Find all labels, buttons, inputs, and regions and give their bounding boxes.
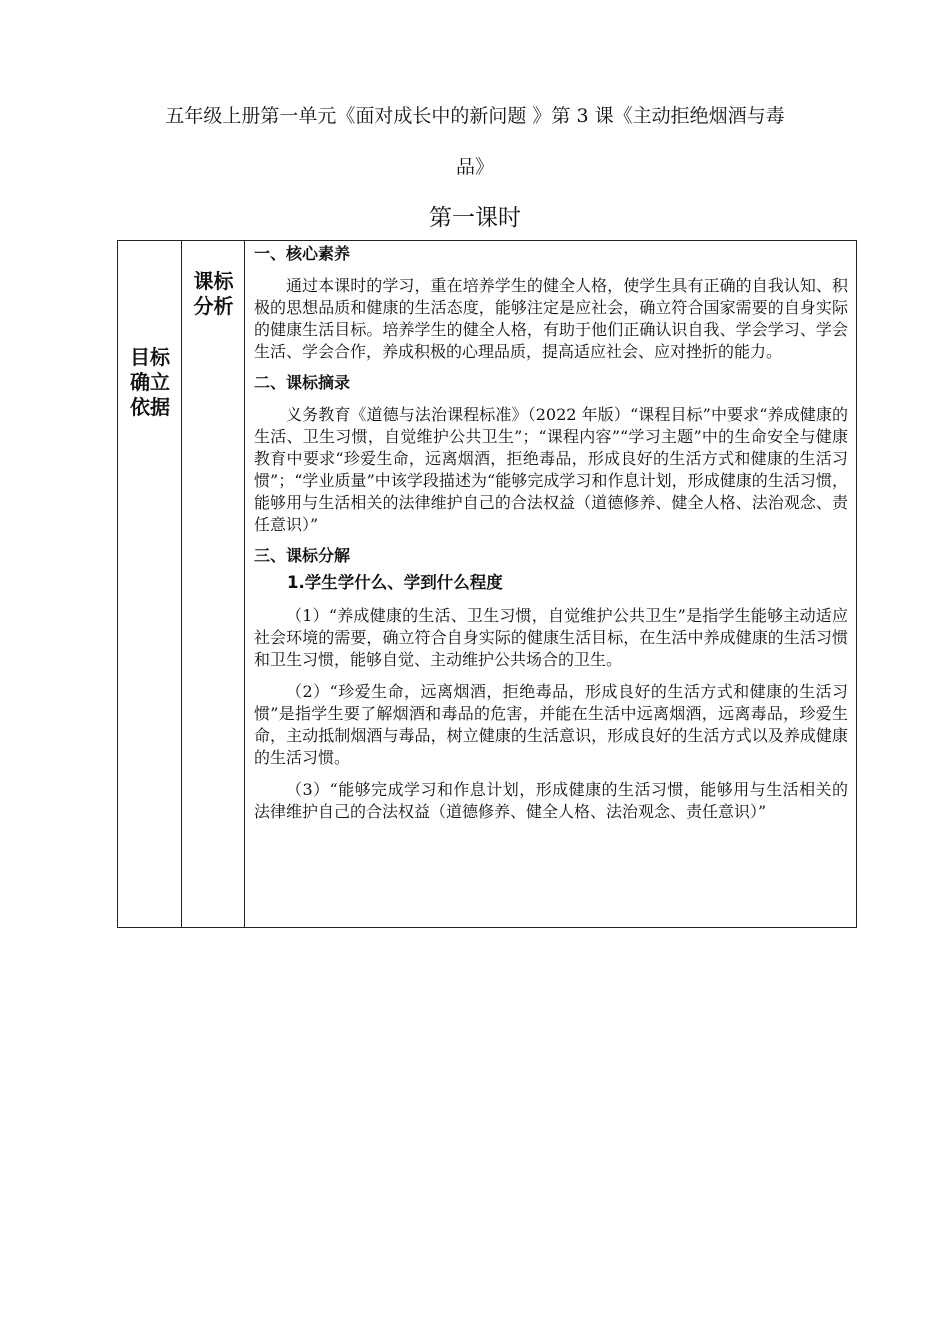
curriculum-analysis-label — [182, 269, 245, 319]
document-title-line-1: 五年级上册第一单元《面对成长中的新问题 》第 3 课《主动拒绝烟酒与毒 — [165, 105, 785, 127]
lesson-period-title: 第一课时 — [429, 205, 521, 231]
breakdown-item-3: （3）“能够完成学习和作息计划，形成健康的生活习惯，能够用与生活相关的法律维护自己的合法权益（道德修养、健全人格、法治观念、责任意识）” — [254, 780, 848, 821]
section-heading-standard-excerpt: 二、课标摘录 — [254, 373, 351, 392]
label-char-line: 目标 — [130, 345, 170, 369]
document-title-line-2: 品》 — [455, 156, 494, 178]
objective-basis-table — [117, 240, 857, 928]
content-body — [254, 243, 848, 823]
content-cell — [245, 241, 856, 927]
section-heading-core-literacy: 一、核心素养 — [254, 244, 351, 263]
label-char-line: 分析 — [193, 294, 234, 318]
breakdown-subheading: 1.学生学什么、学到什么程度 — [287, 573, 503, 592]
core-literacy-paragraph: 通过本课时的学习，重在培养学生的健全人格，使学生具有正确的自我认知、积极的思想品质和健康的生活态度，能够注定是应社会，确立符合国家需要的自身实际的健康生活目标。培养学生的健全人格，有助于他们正确认识自我、学会学习、学会生活、学会合作，养成积极的心理品质，提高适应社会、应对挫折的能力。 — [254, 276, 848, 361]
objective-basis-label — [118, 345, 182, 420]
row-header-cell — [118, 241, 182, 927]
label-char-line: 依据 — [130, 395, 170, 419]
breakdown-item-2: （2）“珍爱生命，远离烟酒，拒绝毒品，形成良好的生活方式和健康的生活习惯”是指学生要了解烟酒和毒品的危害，并能在生活中远离烟酒，远离毒品，珍爱生命，主动抵制烟酒与毒品，树立健康的生活意识，形成良好的生活方式以及养成健康的生活习惯。 — [254, 682, 848, 767]
section-heading-standard-breakdown: 三、课标分解 — [254, 546, 351, 565]
standard-excerpt-paragraph: 义务教育《道德与法治课程标准》（2022 年版）“课程目标”中要求“养成健康的生活、卫生习惯，自觉维护公共卫生”；“课程内容”“学习主题”中的生命安全与健康教育中要求“珍爱生命，远离烟酒，拒绝毒品，形成良好的生活方式和健康的生活习惯”；“学业质量”中该学段描述为“能够完成学习和作息计划，形成健康的生活习惯，能够用与生活相关的法律维护自己的合法权益（道德修养、健全人格、法治观念、责任意识）” — [254, 405, 848, 534]
label-char-line: 课标 — [193, 269, 234, 293]
breakdown-item-1: （1）“养成健康的生活、卫生习惯，自觉维护公共卫生”是指学生能够主动适应社会环境的需要，确立符合自身实际的健康生活目标，在生活中养成健康的生活习惯和卫生习惯，能够自觉、主动维护公共场合的卫生。 — [254, 606, 848, 669]
sub-header-cell — [182, 241, 245, 927]
label-char-line: 确立 — [130, 370, 170, 394]
